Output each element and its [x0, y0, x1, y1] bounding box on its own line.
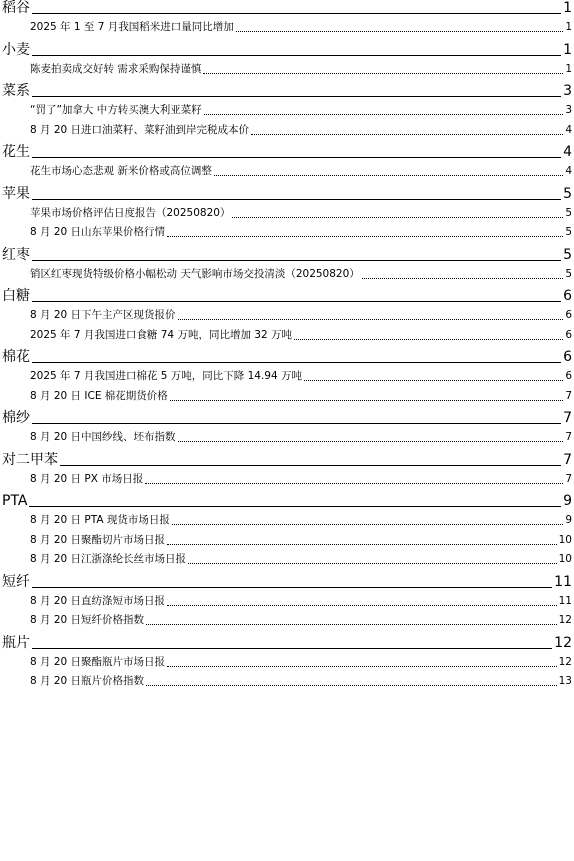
toc-leader-line — [32, 260, 561, 261]
toc-dot-leader — [204, 114, 564, 115]
toc-entry[interactable] — [30, 21, 572, 34]
toc-entry[interactable] — [30, 329, 572, 342]
toc-entry-title: 2025 年 7 月我国进口食糖 74 万吨，同比增加 32 万吨 — [30, 328, 292, 341]
toc-section-title: 菜系 — [2, 83, 30, 99]
toc-entry[interactable] — [30, 390, 572, 403]
toc-entry-title: 8 月 20 日下午主产区现货报价 — [30, 309, 176, 321]
toc-leader-line — [32, 157, 561, 158]
toc-entry-page: 9 — [565, 514, 572, 526]
toc-entry-page: 11 — [558, 594, 572, 607]
toc-page-number: 5 — [563, 246, 572, 263]
toc-page-number: 12 — [554, 634, 572, 651]
toc-page-number: 7 — [563, 451, 572, 468]
toc-dot-leader — [167, 544, 557, 545]
toc-entry[interactable] — [30, 514, 572, 527]
toc-entry[interactable] — [30, 370, 572, 383]
toc-section-title: 红枣 — [2, 246, 30, 263]
toc-entry-page: 10 — [558, 533, 572, 546]
toc-entry[interactable] — [30, 614, 572, 627]
toc-entry-title: 8 月 20 日 PTA 现货市场日报 — [30, 514, 170, 526]
toc-leader-line — [32, 96, 561, 97]
toc-section-title: 稻谷 — [2, 0, 30, 16]
toc-entry-title: 2025 年 7 月我国进口棉花 5 万吨，同比下降 14.94 万吨 — [30, 370, 303, 382]
toc-section-title: 瓶片 — [2, 634, 30, 651]
toc-section-5[interactable] — [2, 246, 572, 264]
toc-dot-leader — [236, 31, 564, 32]
toc-entry[interactable] — [30, 473, 572, 486]
toc-leader-line — [32, 199, 561, 200]
toc-dot-leader — [145, 483, 563, 484]
toc-entry-title: 8 月 20 日直纺涤短市场日报 — [30, 594, 166, 607]
toc-section-title: 白糖 — [2, 288, 30, 304]
toc-entry[interactable] — [30, 124, 572, 137]
toc-leader-line — [32, 55, 561, 56]
toc-section-title: 小麦 — [2, 41, 30, 58]
toc-entry-page: 13 — [558, 675, 572, 687]
toc-leader-line — [32, 301, 561, 302]
toc-leader-line — [32, 648, 552, 649]
toc-entry[interactable] — [30, 675, 572, 688]
toc-section-title: 棉花 — [2, 349, 30, 365]
toc-dot-leader — [167, 666, 557, 667]
toc-entry-title: 8 月 20 日山东苹果价格行情 — [30, 226, 166, 238]
toc-entry-page: 7 — [565, 431, 572, 443]
toc-entry-page: 6 — [565, 328, 572, 341]
toc-entry[interactable] — [30, 595, 572, 608]
toc-section-10[interactable] — [2, 492, 572, 510]
toc-entry-page: 4 — [565, 165, 572, 177]
toc-dot-leader — [232, 217, 563, 218]
toc-entry-title: 销区红枣现货特级价格小幅松动 天气影响市场交投清淡（20250820） — [30, 267, 360, 280]
toc-entry-title: “罚了”加拿大 中方转买澳大利亚菜籽 — [30, 104, 202, 116]
toc-entry-title: 8 月 20 日瓶片价格指数 — [30, 675, 145, 687]
toc-entry-title: 8 月 20 日江浙涤纶长丝市场日报 — [30, 553, 187, 565]
toc-page-number: 4 — [563, 144, 572, 160]
toc-leader-line — [32, 423, 561, 424]
toc-entry-page: 5 — [565, 226, 572, 238]
toc-section-11[interactable] — [2, 573, 572, 591]
toc-page-number: 7 — [563, 410, 572, 426]
toc-entry-page: 12 — [558, 614, 572, 626]
toc-dot-leader — [167, 605, 557, 606]
toc-page-number: 3 — [563, 83, 572, 99]
toc-entry-page: 12 — [558, 655, 572, 668]
toc-page-number: 6 — [563, 288, 572, 304]
toc-section-1[interactable] — [2, 41, 572, 59]
toc-entry-page: 6 — [565, 309, 572, 321]
toc-entry[interactable] — [30, 268, 572, 281]
toc-entry-title: 8 月 20 日中国纱线、坯布指数 — [30, 431, 176, 443]
toc-entry-page: 10 — [558, 553, 572, 565]
toc-entry-page: 3 — [565, 104, 572, 116]
toc-entry[interactable] — [30, 104, 572, 117]
toc-entry[interactable] — [30, 553, 572, 566]
toc-section-title: 棉纱 — [2, 410, 30, 426]
toc-leader-line — [32, 362, 561, 363]
toc-entry-page: 4 — [565, 123, 572, 136]
toc-entry-page: 5 — [565, 206, 572, 219]
toc-leader-line — [29, 506, 561, 507]
toc-entry-title: 8 月 20 日聚酯切片市场日报 — [30, 533, 166, 546]
toc-dot-leader — [203, 73, 563, 74]
toc-entry[interactable] — [30, 207, 572, 220]
toc-section-3[interactable] — [2, 143, 572, 161]
toc-entry-page: 5 — [565, 267, 572, 280]
toc-dot-leader — [178, 319, 564, 320]
toc-section-title: 花生 — [2, 144, 30, 160]
toc-section-title: 苹果 — [2, 185, 30, 202]
toc-entry-title: 8 月 20 日 PX 市场日报 — [30, 472, 144, 485]
toc-dot-leader — [167, 236, 563, 237]
toc-leader-line — [32, 587, 552, 588]
toc-section-6[interactable] — [2, 287, 572, 305]
toc-entry[interactable] — [30, 431, 572, 444]
toc-leader-line — [32, 13, 561, 14]
toc-entry-title: 苹果市场价格评估日度报告（20250820） — [30, 206, 231, 219]
toc-dot-leader — [146, 624, 557, 625]
toc-dot-leader — [172, 524, 563, 525]
toc-entry[interactable] — [30, 309, 572, 322]
toc-entry[interactable] — [30, 63, 572, 76]
toc-page-number: 6 — [563, 349, 572, 365]
toc-page-number: 1 — [563, 41, 572, 58]
toc-dot-leader — [214, 175, 563, 176]
toc-section-0[interactable] — [2, 0, 572, 17]
toc-dot-leader — [170, 400, 564, 401]
toc-section-4[interactable] — [2, 185, 572, 203]
toc-dot-leader — [178, 441, 564, 442]
toc-entry[interactable] — [30, 165, 572, 178]
toc-entry-title: 8 月 20 日聚酯瓶片市场日报 — [30, 655, 166, 668]
toc-section-2[interactable] — [2, 82, 572, 100]
toc-entry-title: 2025 年 1 至 7 月我国稻米进口量同比增加 — [30, 21, 234, 33]
toc-dot-leader — [294, 339, 563, 340]
toc-section-12[interactable] — [2, 634, 572, 652]
toc-entry-page: 7 — [565, 389, 572, 402]
toc-entry[interactable] — [30, 656, 572, 669]
toc-entry-title: 8 月 20 日进口油菜籽、菜籽油到岸完税成本价 — [30, 123, 250, 136]
toc-entry-page: 1 — [565, 21, 572, 33]
toc-section-title: PTA — [2, 493, 28, 509]
toc-entry-title: 8 月 20 日短纤价格指数 — [30, 614, 145, 626]
toc-section-7[interactable] — [2, 348, 572, 366]
toc-page-number: 1 — [563, 0, 572, 16]
toc-dot-leader — [304, 380, 563, 381]
toc-entry-page: 1 — [565, 62, 572, 75]
toc-leader-line — [60, 465, 561, 466]
toc-section-title: 短纤 — [2, 573, 30, 590]
toc-page-number: 5 — [563, 185, 572, 202]
toc-section-title: 对二甲苯 — [2, 451, 58, 468]
toc-entry-title: 陈麦拍卖成交好转 需求采购保持谨慎 — [30, 62, 202, 75]
toc-dot-leader — [362, 278, 564, 279]
toc-entry-title: 8 月 20 日 ICE 棉花期货价格 — [30, 389, 168, 402]
toc-entry-page: 7 — [565, 472, 572, 485]
toc-section-8[interactable] — [2, 409, 572, 427]
toc-section-9[interactable] — [2, 451, 572, 469]
toc-dot-leader — [188, 563, 557, 564]
toc-entry-page: 6 — [565, 370, 572, 382]
toc-dot-leader — [146, 685, 557, 686]
toc-entry-title: 花生市场心态悲观 新米价格或高位调整 — [30, 165, 212, 177]
toc-entry[interactable] — [30, 226, 572, 239]
toc-entry[interactable] — [30, 534, 572, 547]
toc-dot-leader — [251, 134, 563, 135]
toc-page-number: 9 — [563, 493, 572, 509]
toc-page-number: 11 — [554, 573, 572, 590]
